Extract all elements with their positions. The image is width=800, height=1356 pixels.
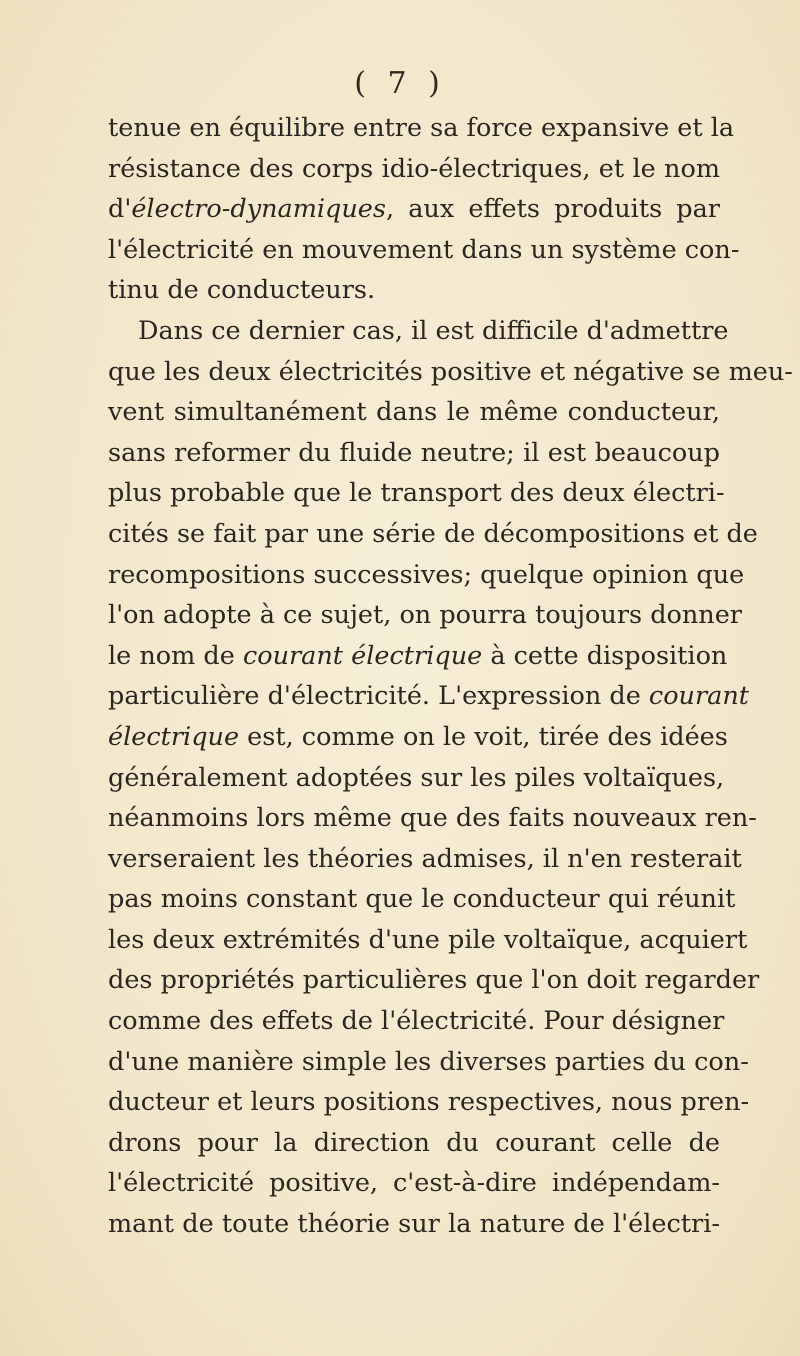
- page-number: ( 7 ): [354, 66, 446, 101]
- italic-term: électrique: [108, 721, 240, 752]
- italic-term: électro-dynamiques: [131, 194, 386, 225]
- text-line: néanmoins lors même que des faits nouveaux ren-: [108, 803, 757, 834]
- text-line: l'électricité positive, c'est-à-dire indépendam-: [108, 1168, 720, 1199]
- text-line: vent simultanément dans le même conducteur,: [108, 397, 720, 428]
- text-line: le nom de courant électrique à cette disposition: [108, 640, 728, 671]
- text-line: que les deux électricités positive et négative se meu-: [108, 356, 793, 387]
- text-line: résistance des corps idio-électriques, et le nom: [108, 153, 720, 184]
- body-text: [108, 108, 793, 1245]
- text-line: verseraient les théories admises, il n'en resterait: [108, 843, 742, 874]
- text-line: pas moins constant que le conducteur qui réunit: [108, 884, 736, 915]
- text-line: drons pour la direction du courant celle de: [108, 1127, 720, 1158]
- text-line: particulière d'électricité. L'expression de courant: [108, 681, 750, 712]
- text-line: l'on adopte à ce sujet, on pourra toujours donner: [108, 600, 743, 631]
- text-line: recompositions successives; quelque opinion que: [108, 559, 745, 590]
- text-line: tinu de conducteurs.: [108, 275, 376, 306]
- text-line: les deux extrémités d'une pile voltaïque, acquiert: [108, 924, 748, 955]
- text-line: plus probable que le transport des deux électri-: [108, 478, 725, 509]
- text-line: électrique est, comme on le voit, tirée des idées: [108, 721, 728, 752]
- text-line: généralement adoptées sur les piles voltaïques,: [108, 762, 725, 793]
- italic-term: courant: [648, 681, 750, 712]
- italic-term: courant électrique: [242, 640, 483, 671]
- text-line: sans reformer du fluide neutre; il est beaucoup: [108, 437, 720, 468]
- text-line: cités se fait par une série de décompositions et de: [108, 518, 758, 549]
- text-line: d'électro-dynamiques, aux effets produits par: [108, 194, 720, 225]
- text-line: ducteur et leurs positions respectives, nous pren-: [108, 1087, 750, 1118]
- text-line: l'électricité en mouvement dans un système con-: [108, 234, 740, 265]
- text-line: tenue en équilibre entre sa force expansive et la: [108, 113, 735, 143]
- paragraph-start-line: Dans ce dernier cas, il est difficile d'admettre: [138, 315, 729, 346]
- text-line: mant de toute théorie sur la nature de l'électri-: [108, 1209, 720, 1240]
- text-line: comme des effets de l'électricité. Pour désigner: [108, 1006, 725, 1037]
- text-line: des propriétés particulières que l'on doit regarder: [108, 965, 760, 996]
- text-line: d'une manière simple les diverses parties du con-: [108, 1046, 749, 1077]
